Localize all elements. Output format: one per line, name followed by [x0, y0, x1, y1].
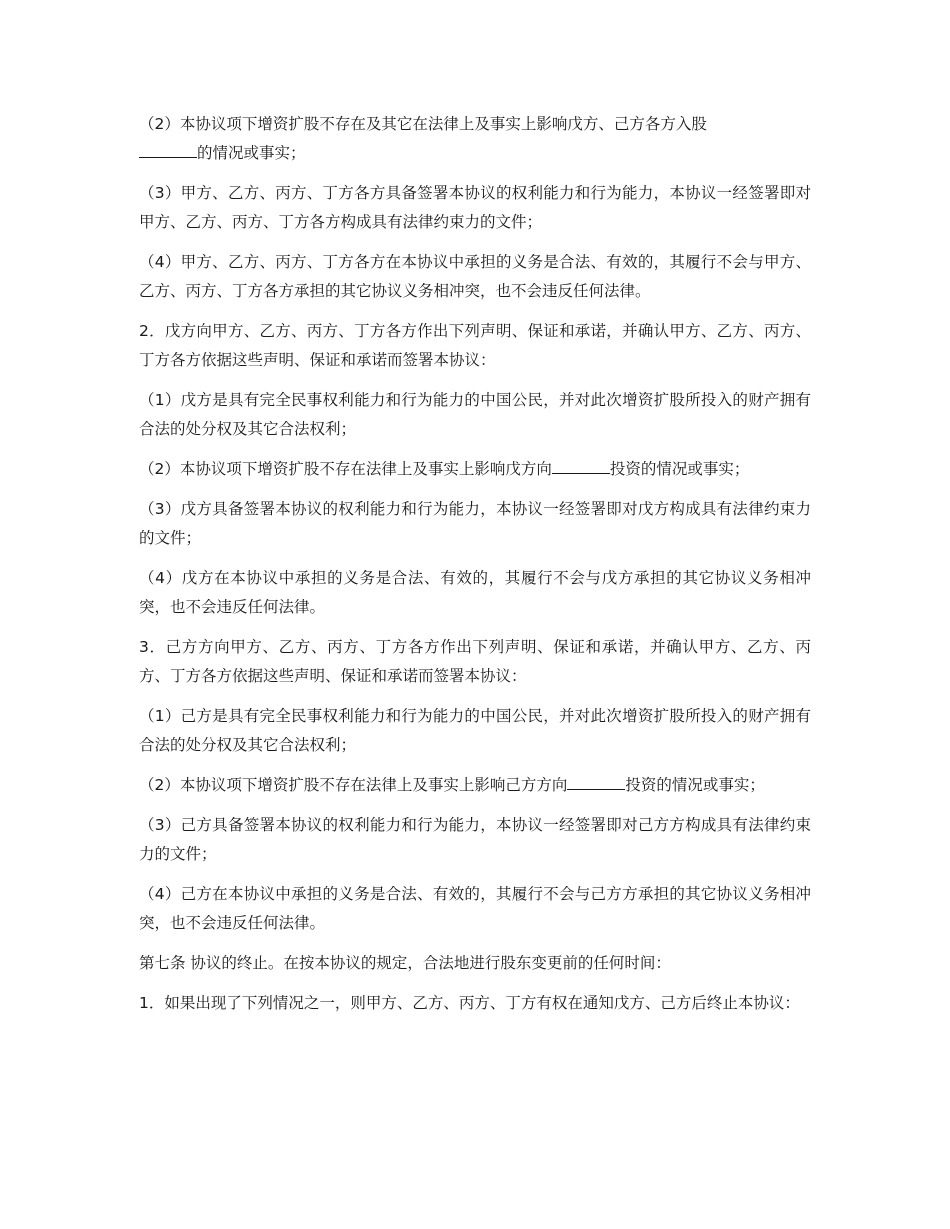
- fill-in-blank: [139, 139, 197, 158]
- paragraph-6-text-before: （2）本协议项下增资扩股不存在法律上及事实上影响戊方向: [139, 460, 552, 478]
- paragraph-4: 2．戊方向甲方、乙方、丙方、丁方各方作出下列声明、保证和承诺，并确认甲方、乙方、丙方、丁方各方依据这些声明、保证和承诺而签署本协议：: [139, 322, 811, 369]
- document-body: [139, 110, 811, 1029]
- paragraph-13: （4）己方在本协议中承担的义务是合法、有效的，其履行不会与己方方承担的其它协议义务相冲突，也不会违反任何法律。: [139, 885, 811, 932]
- paragraph-1: [139, 110, 811, 168]
- paragraph-6: [139, 455, 811, 484]
- paragraph-9: 3．己方方向甲方、乙方、丙方、丁方各方作出下列声明、保证和承诺，并确认甲方、乙方、丙方、丁方各方依据这些声明、保证和承诺而签署本协议：: [139, 638, 811, 685]
- paragraph-5: （1）戊方是具有完全民事权利能力和行为能力的中国公民，并对此次增资扩股所投入的财产拥有合法的处分权及其它合法权利；: [139, 391, 811, 438]
- paragraph-10: （1）己方是具有完全民事权利能力和行为能力的中国公民，并对此次增资扩股所投入的财产拥有合法的处分权及其它合法权利；: [139, 707, 811, 754]
- paragraph-2: （3）甲方、乙方、丙方、丁方各方具备签署本协议的权利能力和行为能力，本协议一经签署即对甲方、乙方、丙方、丁方各方构成具有法律约束力的文件；: [139, 184, 811, 231]
- paragraph-11: [139, 771, 811, 800]
- paragraph-6-text-after: 投资的情况或事实；: [609, 460, 750, 478]
- paragraph-11-text-after: 投资的情况或事实；: [625, 776, 765, 794]
- paragraph-3: （4）甲方、乙方、丙方、丁方各方在本协议中承担的义务是合法、有效的，其履行不会与甲方、乙方、丙方、丁方各方承担的其它协议义务相冲突，也不会违反任何法律。: [139, 253, 811, 300]
- paragraph-1-text-after: 的情况或事实；: [197, 144, 306, 162]
- fill-in-blank: [552, 455, 610, 474]
- paragraph-7: （3）戊方具备签署本协议的权利能力和行为能力，本协议一经签署即对戊方构成具有法律约束力的文件；: [139, 500, 811, 547]
- paragraph-12: （3）己方具备签署本协议的权利能力和行为能力，本协议一经签署即对己方方构成具有法律约束力的文件；: [139, 816, 811, 863]
- fill-in-blank: [567, 771, 625, 790]
- paragraph-11-text-before: （2）本协议项下增资扩股不存在法律上及事实上影响己方方向: [139, 776, 568, 794]
- paragraph-14: 第七条 协议的终止。在按本协议的规定，合法地进行股东变更前的任何时间：: [139, 954, 671, 972]
- paragraph-15: 1．如果出现了下列情况之一，则甲方、乙方、丙方、丁方有权在通知戊方、己方后终止本协议：: [139, 994, 800, 1012]
- paragraph-1-text-before: （2）本协议项下增资扩股不存在及其它在法律上及事实上影响戊方、己方各方入股: [139, 115, 707, 133]
- paragraph-8: （4）戊方在本协议中承担的义务是合法、有效的，其履行不会与戊方承担的其它协议义务相冲突，也不会违反任何法律。: [139, 569, 811, 616]
